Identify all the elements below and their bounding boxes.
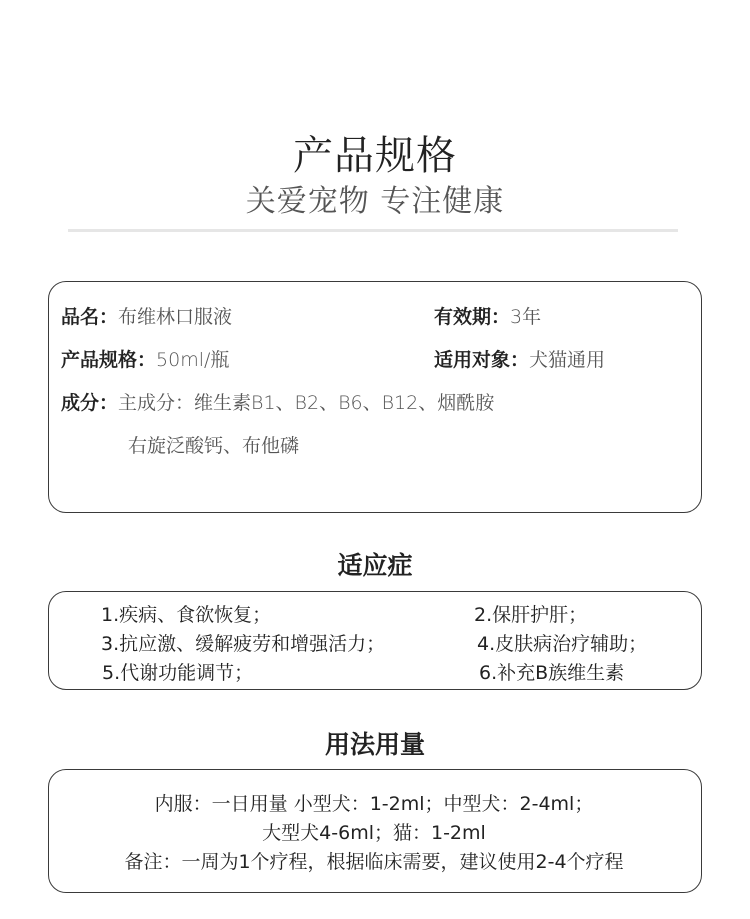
spec-expiry-value: 3年 <box>510 306 542 328</box>
spec-ingredients-line1: 主成分：维生素B1、B2、B6、B12、烟酰胺 <box>118 392 495 414</box>
divider <box>68 229 678 232</box>
spec-expiry-row <box>434 302 541 329</box>
indication-item: 2.保肝护肝； <box>474 604 588 626</box>
dosage-line: 内服：一日用量 小型犬：1-2ml；中型犬：2-4ml； <box>154 793 594 815</box>
page-subtitle: 关爱宠物 专注健康 <box>245 184 505 219</box>
spec-ingredients-label: 成分： <box>61 392 119 414</box>
spec-name-row <box>61 302 232 329</box>
spec-size-value: 50ml/瓶 <box>156 349 230 371</box>
indication-item: 3.抗应激、缓解疲劳和增强活力； <box>101 633 386 655</box>
spec-target-value: 犬猫通用 <box>529 349 606 371</box>
indication-item: 5.代谢功能调节； <box>102 662 254 684</box>
spec-size-row <box>61 345 229 372</box>
spec-target-label: 适用对象： <box>434 349 530 371</box>
spec-box <box>48 281 702 513</box>
indication-item: 1.疾病、食欲恢复； <box>101 604 272 626</box>
spec-target-row <box>434 345 605 372</box>
indication-item: 4.皮肤病治疗辅助； <box>477 633 648 655</box>
spec-name-label: 品名： <box>61 306 119 328</box>
indication-item: 6.补充B族维生素 <box>479 662 625 684</box>
spec-ingredients-row <box>61 388 494 415</box>
spec-ingredients-line2: 右旋泛酸钙、布他磷 <box>128 435 300 457</box>
indications-title: 适应症 <box>337 551 413 580</box>
spec-ingredients-continued <box>128 431 299 458</box>
dosage-box <box>48 769 702 893</box>
dosage-line: 大型犬4-6ml；猫：1-2ml <box>262 822 486 844</box>
dosage-title: 用法用量 <box>324 730 425 759</box>
dosage-note: 备注：一周为1个疗程，根据临床需要，建议使用2-4个疗程 <box>124 851 624 873</box>
indications-box <box>48 591 702 690</box>
page-title: 产品规格 <box>293 133 457 179</box>
spec-size-label: 产品规格： <box>61 349 157 371</box>
spec-expiry-label: 有效期： <box>434 306 511 328</box>
spec-name-value: 布维林口服液 <box>118 306 233 328</box>
